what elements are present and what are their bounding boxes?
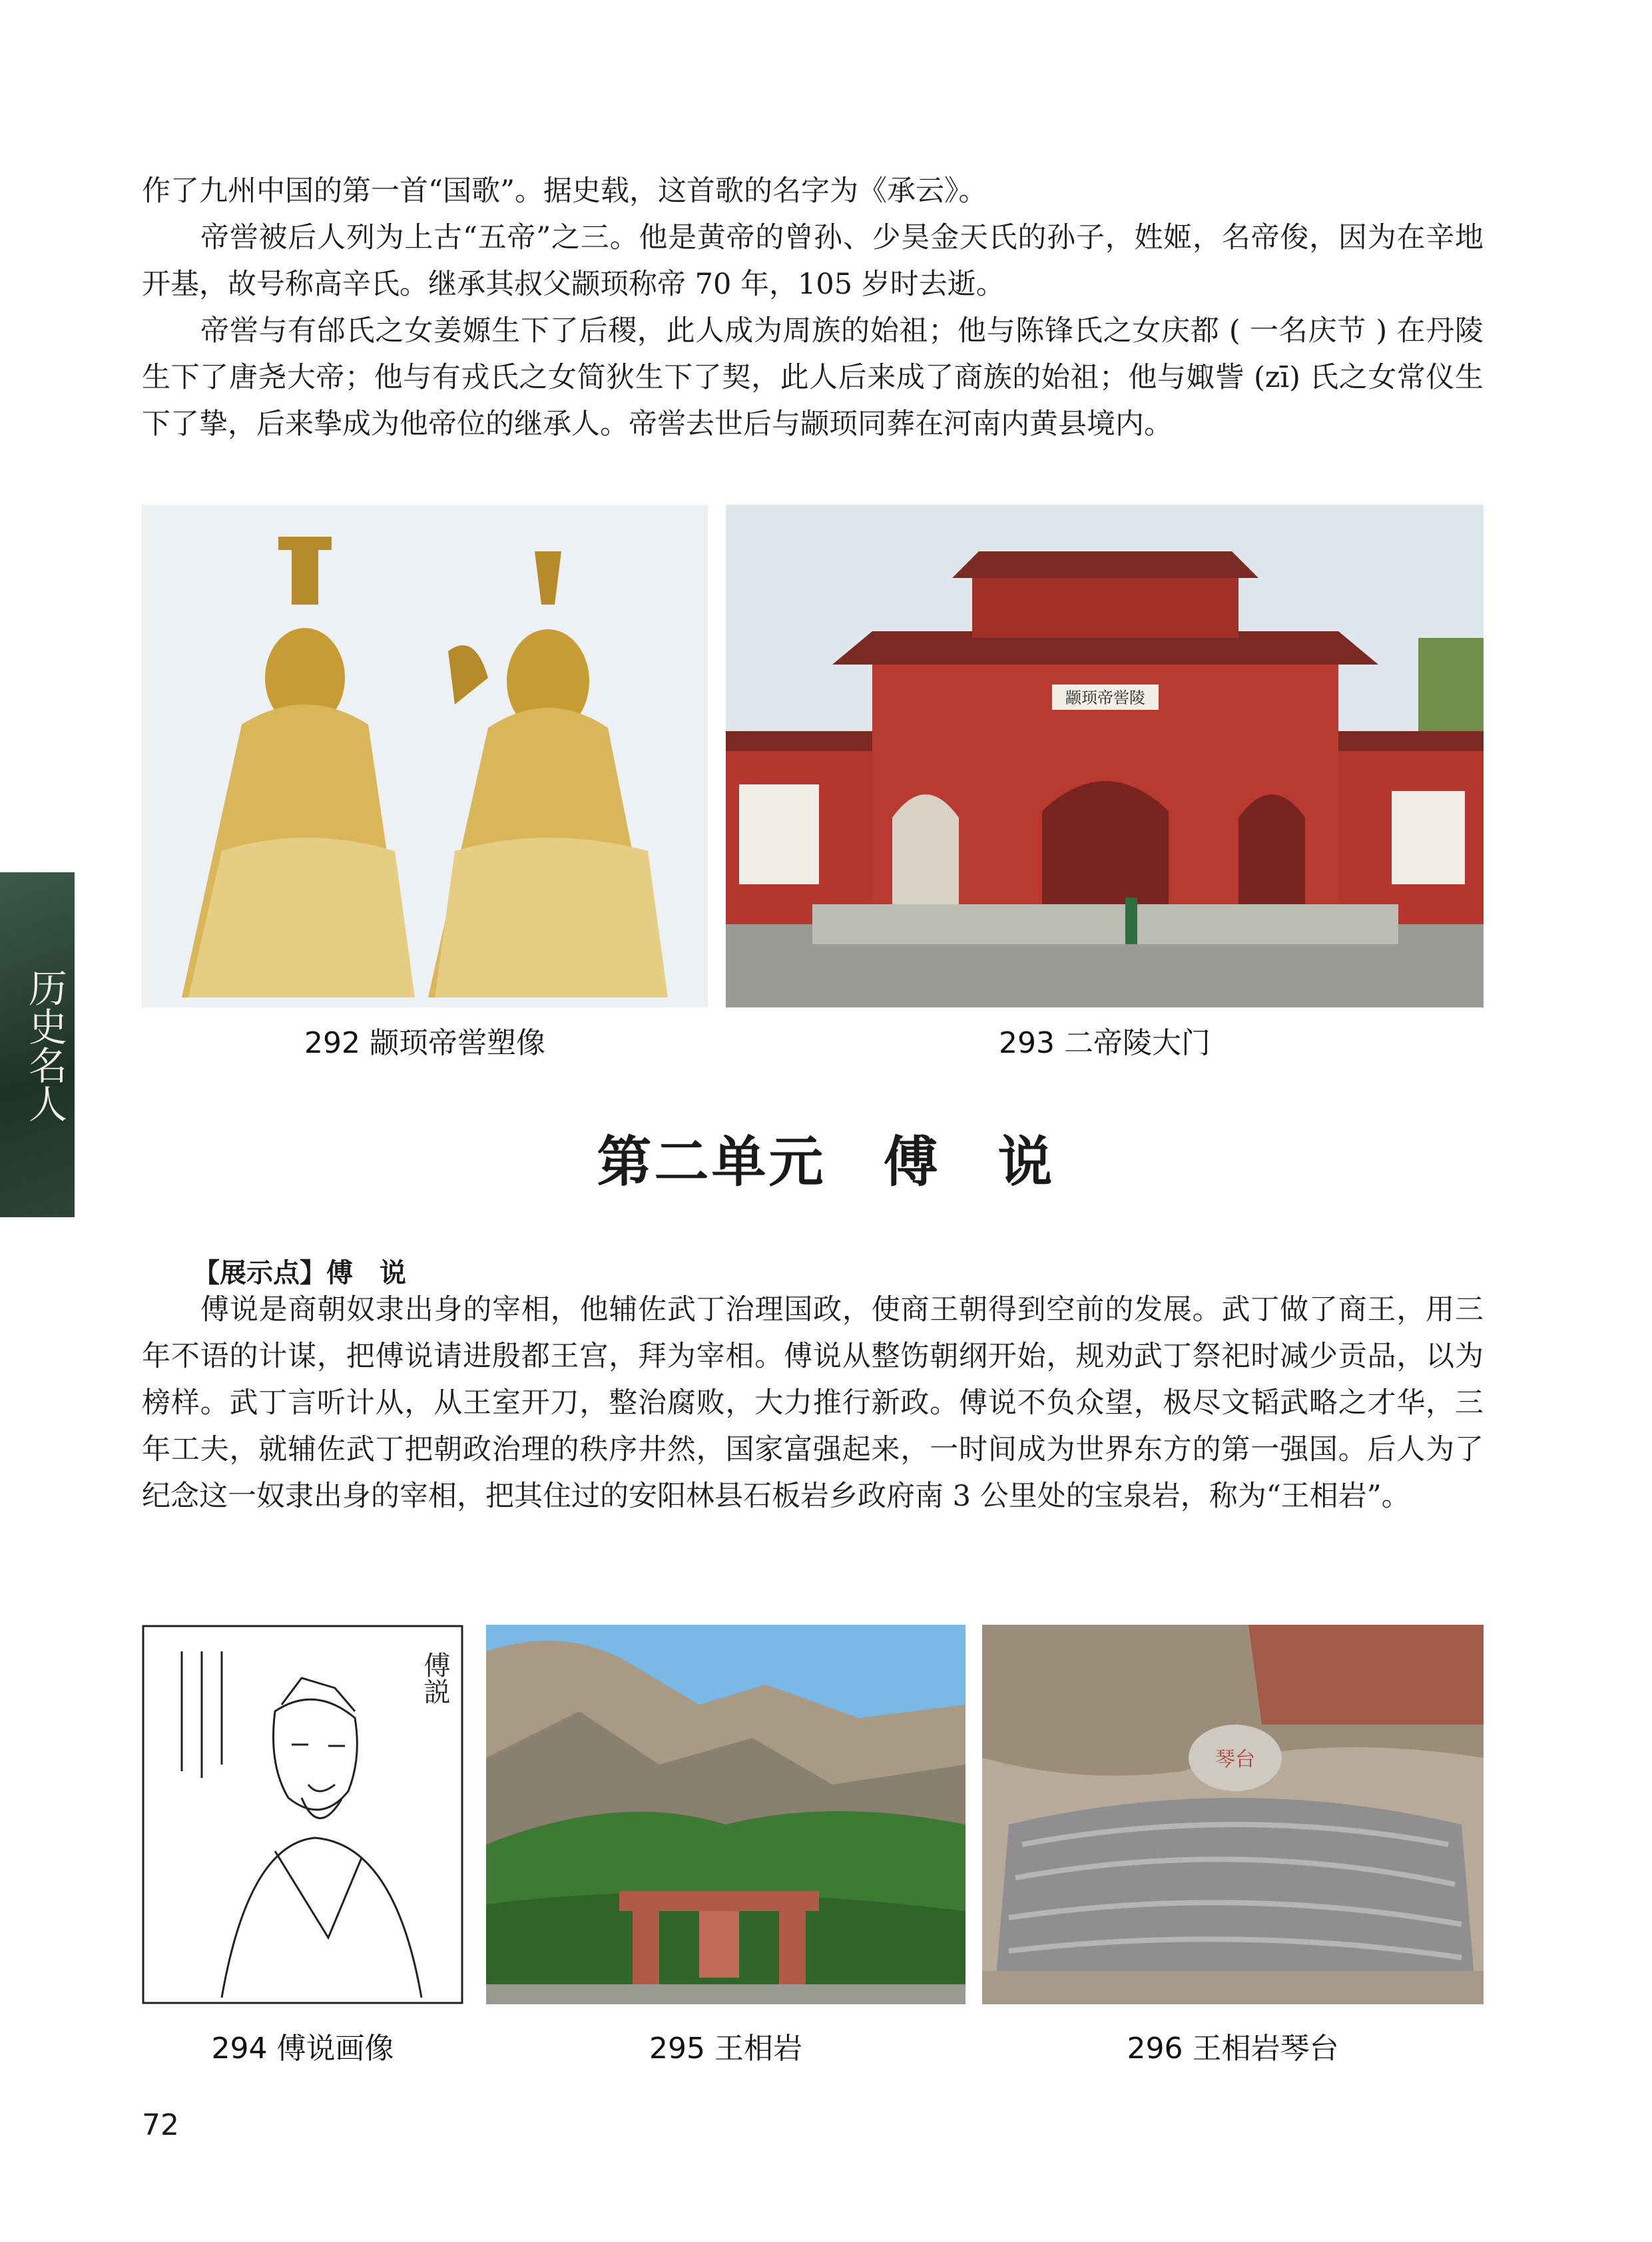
intro-paragraph-3: 帝喾与有邰氏之女姜嫄生下了后稷，此人成为周族的始祖；他与陈锋氏之女庆都 ( 一名庆节 ) 在丹陵生下了唐尧大帝；他与有戎氏之女简狄生下了契，此人后来成了商族的始祖；他与娵訾 (zī) 氏之女常仪生下了挚，后来挚成为他帝位的继承人。帝喾去世后与颛顼同葬在河南内黄县境内。 [142,314,1484,441]
intro-paragraph-1: 作了九州中国的第一首“国歌”。据史载，这首歌的名字为《承云》。 [142,174,987,208]
exhibit-point-label: 【展示点】傅 说 [193,1258,406,1288]
mausoleum-gate-photo [726,505,1484,1007]
portrait-drawing [142,1625,463,2004]
mountain-gate-photo [486,1625,965,2004]
rock-platform-photo [982,1625,1484,2004]
portrait-inscription: 傅説 [419,1651,450,1705]
figure-296-caption: 296 王相岩琴台 [1127,2032,1339,2066]
intro-paragraph-2: 帝喾被后人列为上古“五帝”之三。他是黄帝的曾孙、少昊金天氏的孙子，姓姬，名帝俊，因为在辛地开基，故号称高辛氏。继承其叔父颛顼称帝 70 年，105 岁时去逝。 [142,221,1484,301]
figure-293-caption: 293 二帝陵大门 [999,1026,1211,1060]
section-heading: 第二单元 傅 说 [597,1130,1055,1194]
figure-295-caption: 295 王相岩 [649,2032,802,2066]
page-number: 72 [142,2108,179,2142]
figure-294-caption: 294 傅说画像 [211,2032,394,2066]
statues-photo [142,505,708,1007]
side-tab-label: 历史名人 [22,968,67,1123]
body-paragraph: 傅说是商朝奴隶出身的宰相，他辅佐武丁治理国政，使商王朝得到空前的发展。武丁做了商王，用三年不语的计谋，把傅说请进殷都王宫，拜为宰相。傅说从整饬朝纲开始，规劝武丁祭祀时减少贡品，以为榜样。武丁言听计从，从王室开刀，整治腐败，大力推行新政。傅说不负众望，极尽文韬武略之才华，三年工夫，就辅佐武丁把朝政治理的秩序井然，国家富强起来，一时间成为世界东方的第一强国。后人为了纪念这一奴隶出身的宰相，把其住过的安阳林县石板岩乡政府南 3 公里处的宝泉岩，称为“王相岩”。 [142,1293,1484,1513]
gate-plaque-text: 颛顼帝喾陵 [1065,689,1145,707]
stone-inscription: 琴台 [1215,1748,1255,1771]
figure-292-caption: 292 颛顼帝喾塑像 [304,1026,545,1060]
